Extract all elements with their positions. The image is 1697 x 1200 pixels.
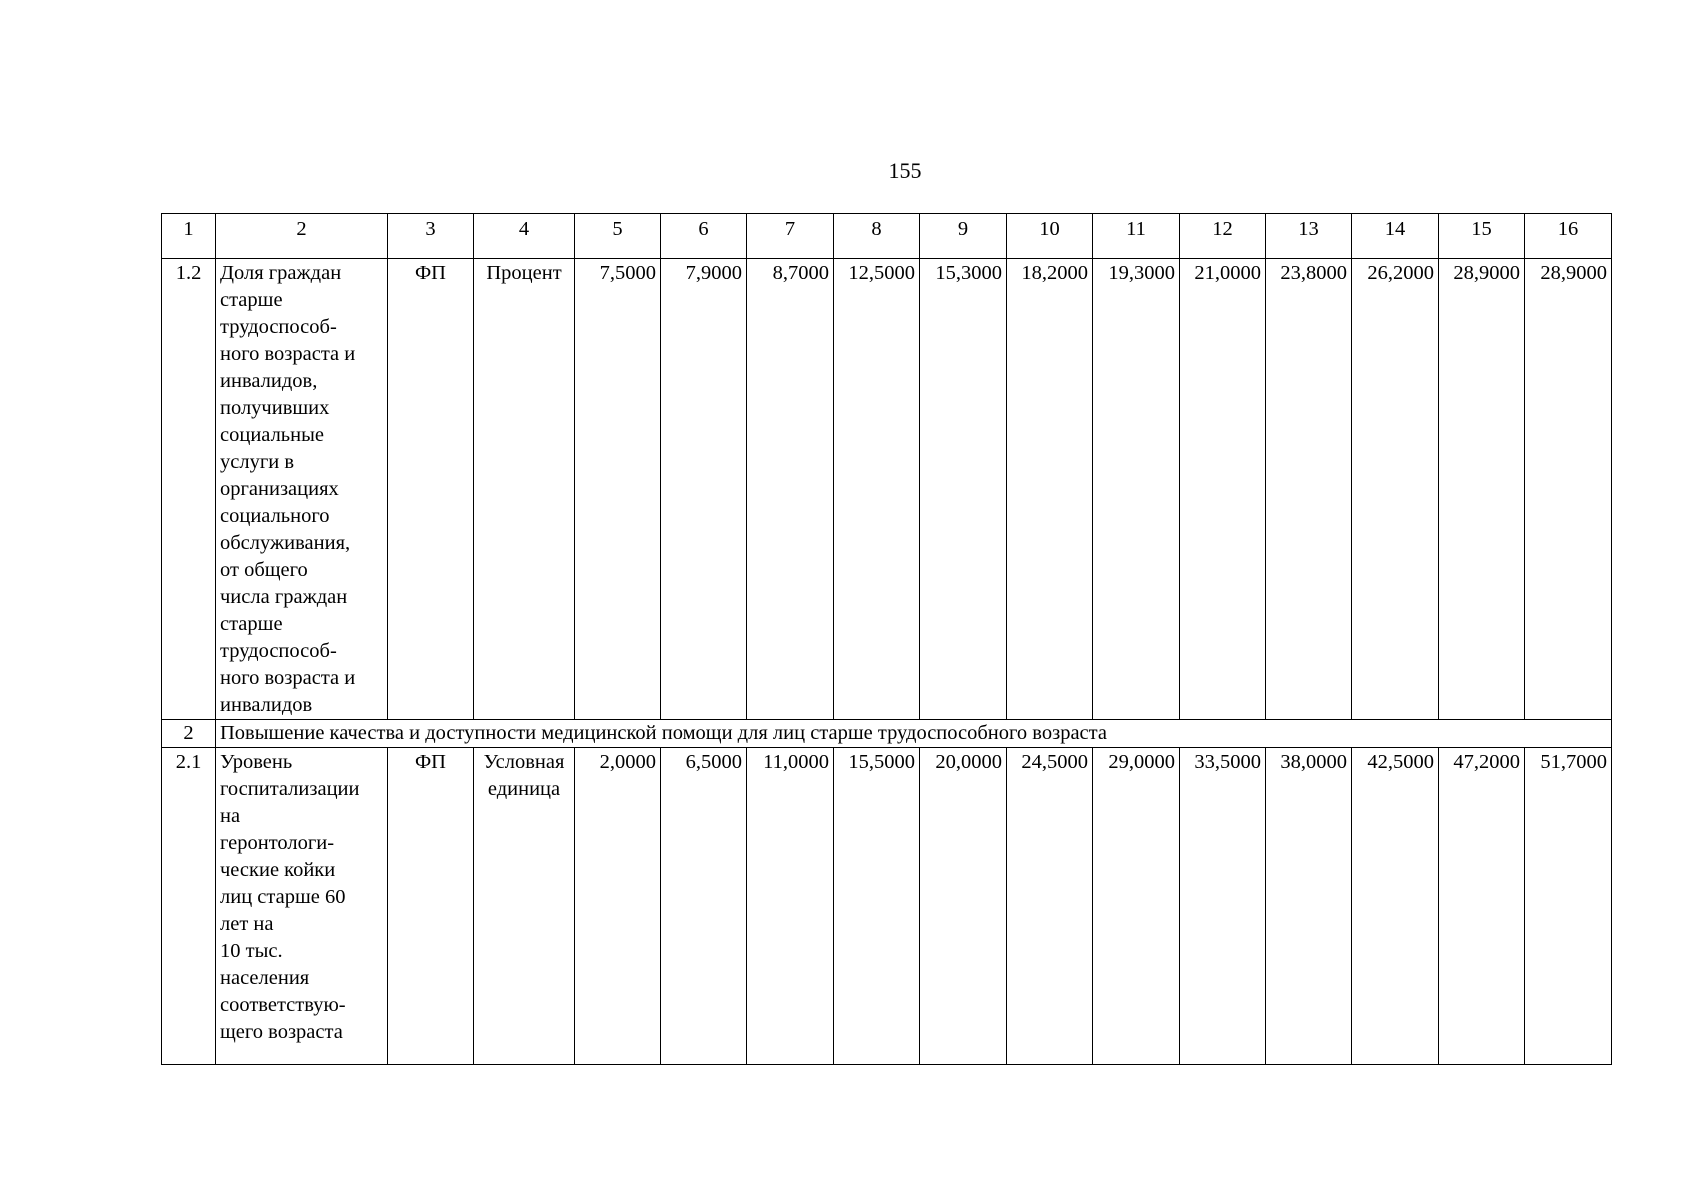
- value-cell: 38,0000: [1266, 748, 1352, 1065]
- value-cell: 19,3000: [1093, 259, 1180, 720]
- column-number-row: [162, 214, 1612, 259]
- value-cell: 26,2000: [1352, 259, 1439, 720]
- value-cell: 15,3000: [920, 259, 1007, 720]
- unit-of-measure: Процент: [474, 259, 575, 720]
- column-number-cell: 14: [1352, 214, 1439, 259]
- column-number-cell: 4: [474, 214, 575, 259]
- value-cell: 28,9000: [1525, 259, 1612, 720]
- value-cell: 2,0000: [575, 748, 661, 1065]
- value-cell: 18,2000: [1007, 259, 1093, 720]
- indicator-name: Уровень госпитализации на геронтологи- ческие койки лиц старше 60 лет на 10 тыс. населения соответствую- щего возраста: [216, 748, 388, 1065]
- value-cell: 12,5000: [834, 259, 920, 720]
- value-cell: 33,5000: [1180, 748, 1266, 1065]
- value-cell: 29,0000: [1093, 748, 1180, 1065]
- value-cell: 7,5000: [575, 259, 661, 720]
- column-number-cell: 9: [920, 214, 1007, 259]
- indicator-name: Доля граждан старше трудоспособ- ного возраста и инвалидов, получивших социальные услуги в организациях социального обслуживания, от общего числа граждан старше трудоспособ- ного возраста и инвалидов: [216, 259, 388, 720]
- section-number: 2: [162, 720, 216, 748]
- row-number: 1.2: [162, 259, 216, 720]
- column-number-cell: 5: [575, 214, 661, 259]
- table-row-2-1: [162, 748, 1612, 1065]
- value-cell: 47,2000: [1439, 748, 1525, 1065]
- value-cell: 23,8000: [1266, 259, 1352, 720]
- indicator-type: ФП: [388, 259, 474, 720]
- column-number-cell: 10: [1007, 214, 1093, 259]
- value-cell: 15,5000: [834, 748, 920, 1065]
- column-number-cell: 12: [1180, 214, 1266, 259]
- section-row-2: [162, 720, 1612, 748]
- value-cell: 51,7000: [1525, 748, 1612, 1065]
- section-title: Повышение качества и доступности медицинской помощи для лиц старше трудоспособного возраста: [216, 720, 1612, 748]
- column-number-cell: 15: [1439, 214, 1525, 259]
- table-row-1-2: [162, 259, 1612, 720]
- column-number-cell: 6: [661, 214, 747, 259]
- column-number-cell: 3: [388, 214, 474, 259]
- value-cell: 21,0000: [1180, 259, 1266, 720]
- value-cell: 8,7000: [747, 259, 834, 720]
- column-number-cell: 8: [834, 214, 920, 259]
- value-cell: 24,5000: [1007, 748, 1093, 1065]
- value-cell: 28,9000: [1439, 259, 1525, 720]
- column-number-cell: 13: [1266, 214, 1352, 259]
- value-cell: 11,0000: [747, 748, 834, 1065]
- unit-of-measure: Условная единица: [474, 748, 575, 1065]
- column-number-cell: 1: [162, 214, 216, 259]
- page-number: 155: [888, 158, 922, 183]
- value-cell: 6,5000: [661, 748, 747, 1065]
- indicators-table: [161, 213, 1612, 1065]
- column-number-cell: 16: [1525, 214, 1612, 259]
- value-cell: 42,5000: [1352, 748, 1439, 1065]
- row-number: 2.1: [162, 748, 216, 1065]
- column-number-cell: 11: [1093, 214, 1180, 259]
- column-number-cell: 2: [216, 214, 388, 259]
- column-number-cell: 7: [747, 214, 834, 259]
- value-cell: 20,0000: [920, 748, 1007, 1065]
- value-cell: 7,9000: [661, 259, 747, 720]
- indicator-type: ФП: [388, 748, 474, 1065]
